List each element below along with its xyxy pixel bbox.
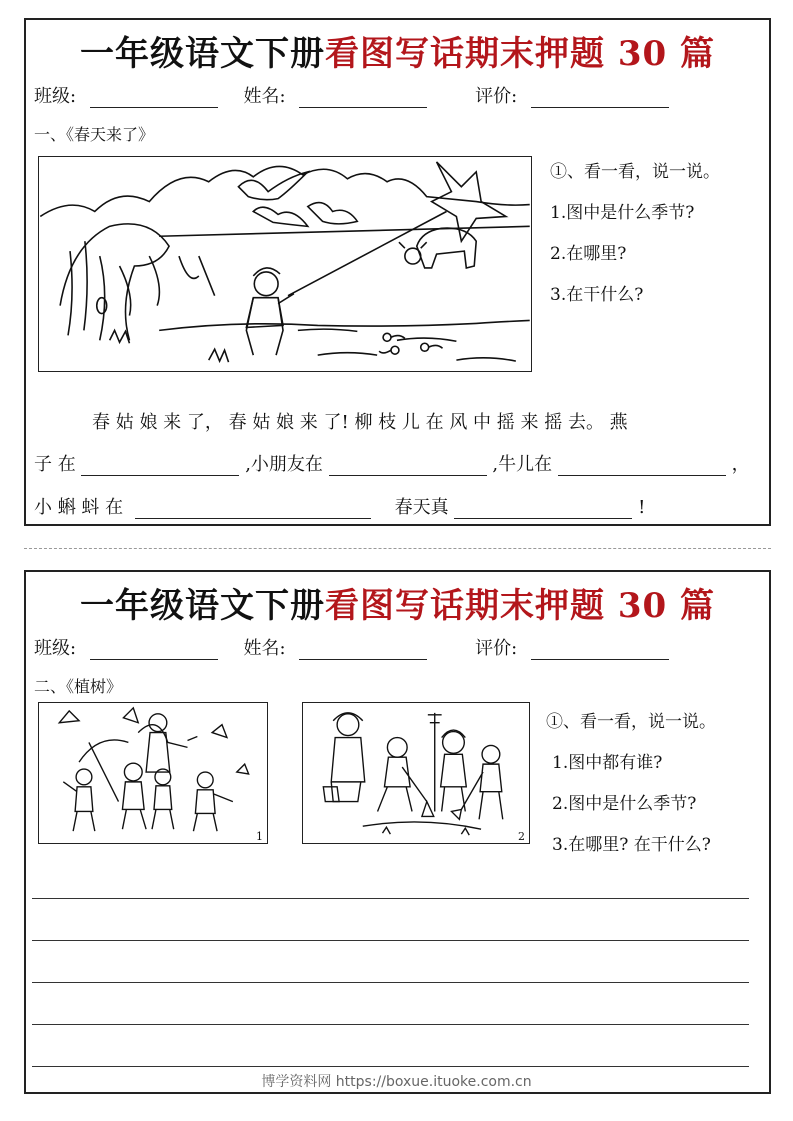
student-info-row	[34, 634, 669, 660]
story-text-cow: ,牛儿在	[492, 454, 553, 475]
blank-kid[interactable]	[329, 457, 487, 476]
blank-tadpole[interactable]	[135, 500, 371, 519]
question-3: 3.在干什么?	[550, 285, 644, 305]
question-2: 2.图中是什么季节?	[552, 794, 697, 814]
story-line-2	[34, 450, 761, 476]
name-blank[interactable]	[299, 641, 427, 660]
question-intro: ①、看一看，说一说。	[550, 162, 720, 182]
writing-line-5[interactable]	[32, 1066, 749, 1067]
writing-line-1[interactable]	[32, 898, 749, 899]
story-paragraph	[34, 408, 761, 518]
eval-blank[interactable]	[531, 641, 669, 660]
planting-picture-1	[38, 702, 268, 844]
writing-line-3[interactable]	[32, 982, 749, 983]
writing-line-2[interactable]	[32, 940, 749, 941]
story-text-swallow: 子 在	[34, 454, 76, 475]
section-heading: 一、《春天来了》	[34, 125, 155, 144]
title-topic-part: 看图写话期末押题 30 篇	[325, 586, 715, 626]
spring-scene-drawing	[39, 157, 531, 371]
cut-line	[24, 548, 771, 549]
eval-blank[interactable]	[531, 89, 669, 108]
story-line-1: 春 姑 娘 来 了， 春 姑 娘 来 了! 柳 枝 儿 在 风 中 摇 来 摇 去。 燕	[92, 412, 628, 433]
writing-line-4[interactable]	[32, 1024, 749, 1025]
class-label: 班级:	[34, 638, 77, 659]
story-text-tadpole: 小 蝌 蚪 在	[34, 497, 124, 518]
question-list	[550, 152, 720, 316]
picture-number: 1	[256, 830, 263, 843]
class-blank[interactable]	[90, 641, 218, 660]
name-label: 姓名:	[243, 638, 286, 659]
question-intro: ①、看一看，说一说。	[546, 712, 716, 732]
eval-label: 评价:	[475, 638, 518, 659]
worksheet-spring	[24, 18, 771, 526]
title-grade-part: 一年级语文下册	[80, 34, 325, 74]
class-label: 班级:	[34, 86, 77, 107]
spring-scene-picture	[38, 156, 532, 372]
blank-spring[interactable]	[454, 500, 632, 519]
title-topic-part: 看图写话期末押题 30 篇	[325, 34, 715, 74]
question-list	[546, 702, 716, 866]
question-3: 3.在哪里? 在干什么?	[552, 835, 711, 855]
class-blank[interactable]	[90, 89, 218, 108]
planting-picture-2	[302, 702, 530, 844]
planting-drawing-1	[39, 703, 267, 843]
student-info-row	[34, 82, 669, 108]
worksheet-title	[26, 578, 769, 627]
section-heading: 二、《植树》	[34, 677, 123, 696]
title-grade-part: 一年级语文下册	[80, 586, 325, 626]
story-text-kid: ,小朋友在	[245, 454, 323, 475]
question-2: 2.在哪里?	[550, 244, 627, 264]
story-line-3	[34, 493, 761, 519]
name-label: 姓名:	[243, 86, 286, 107]
planting-drawing-2	[303, 703, 529, 843]
name-blank[interactable]	[299, 89, 427, 108]
story-text-spring: 春天真	[394, 497, 449, 518]
picture-number: 2	[518, 830, 525, 843]
worksheet-planting	[24, 570, 771, 1094]
eval-label: 评价:	[475, 86, 518, 107]
blank-cow[interactable]	[558, 457, 726, 476]
question-1: 1.图中是什么季节?	[550, 203, 695, 223]
question-1: 1.图中都有谁?	[552, 753, 663, 773]
footer-watermark: 博学资料网 https://boxue.ituoke.com.cn	[261, 1074, 532, 1090]
story-comma: ，	[731, 454, 750, 475]
blank-swallow[interactable]	[81, 457, 239, 476]
story-exclaim: !	[638, 497, 646, 518]
worksheet-title	[26, 26, 769, 75]
